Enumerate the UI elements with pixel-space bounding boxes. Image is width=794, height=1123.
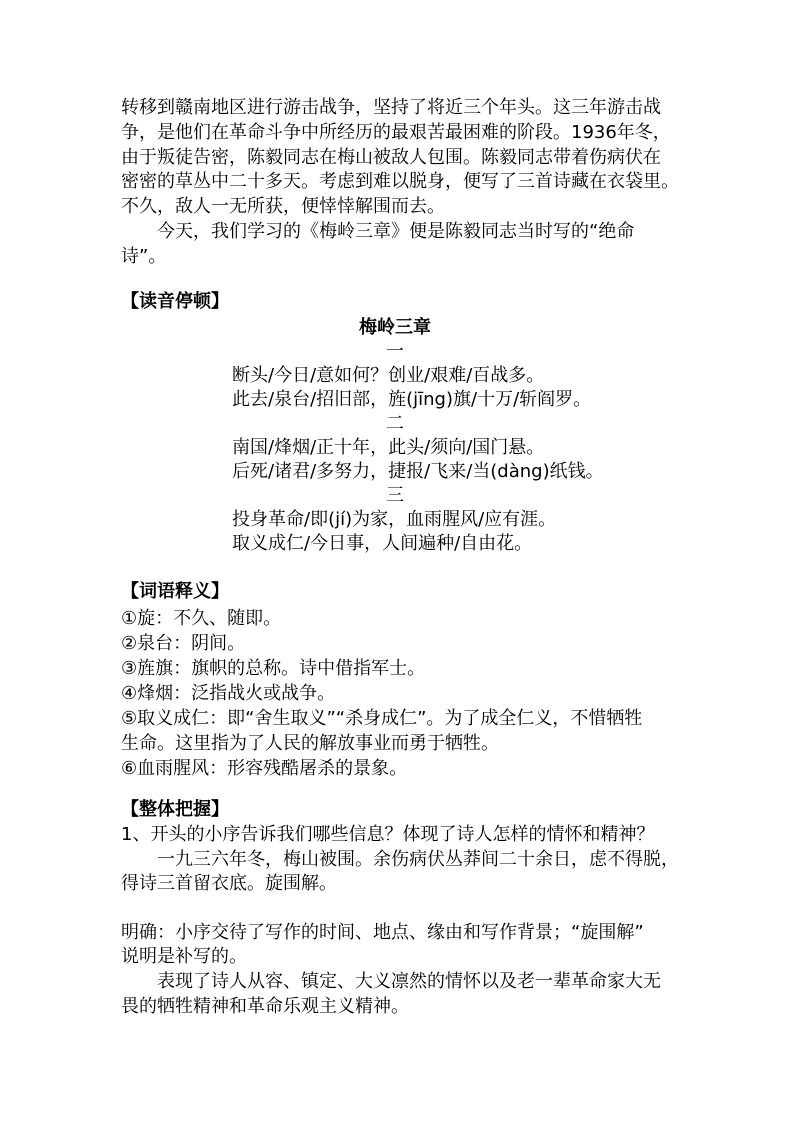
vocab-item: ①旋：不久、随即。 bbox=[121, 608, 282, 629]
poem-line: 投身革命/即(jí)为家，血雨腥风/应有涯。 bbox=[232, 509, 557, 530]
answer-line: 明确：小序交待了写作的时间、地点、缘由和写作背景；“旋围解” bbox=[121, 921, 644, 943]
vocab-item: ②泉台：阴间。 bbox=[121, 633, 246, 654]
intro-line: 诗”。 bbox=[121, 245, 167, 267]
vocab-item: ③旌旗：旗帜的总称。诗中借指军士。 bbox=[121, 658, 426, 679]
stanza-number: 二 bbox=[386, 413, 404, 434]
stanza-number: 一 bbox=[386, 341, 404, 362]
answer-line: 说明是补写的。 bbox=[121, 946, 247, 968]
poem-line: 断头/今日/意如何？创业/艰难/百战多。 bbox=[232, 365, 545, 386]
vocab-item: ⑤取义成仁：即“舍生取义”“杀身成仁”。为了成全仁义，不惜牺牲 bbox=[121, 708, 643, 729]
intro-line: 密密的草丛中二十多天。考虑到难以脱身，便写了三首诗藏在衣袋里。 bbox=[121, 171, 679, 193]
intro-line: 由于叛徒告密，陈毅同志在梅山被敌人包围。陈毅同志带着伤病伏在 bbox=[121, 146, 661, 168]
poem-line: 此去/泉台/招旧部，旌(jīng)旗/十万/斩阎罗。 bbox=[232, 389, 592, 410]
poem-line: 后死/诸君/多努力，捷报/飞来/当(dàng)纸钱。 bbox=[232, 461, 604, 482]
overall-heading: 【整体把握】 bbox=[121, 799, 229, 820]
preface-line: 一九三六年冬，梅山被围。余伤病伏丛莽间二十余日，虑不得脱， bbox=[157, 848, 679, 870]
intro-line: 争，是他们在革命斗争中所经历的最艰苦最困难的阶段。1936年冬， bbox=[121, 121, 671, 143]
vocab-list bbox=[121, 606, 691, 781]
intro-paragraph bbox=[121, 96, 691, 270]
overall-section bbox=[121, 823, 701, 1019]
answer-line: 畏的牺牲精神和革命乐观主义精神。 bbox=[121, 995, 409, 1017]
answer-line: 表现了诗人从容、镇定、大义凛然的情怀以及老一辈革命家大无 bbox=[157, 970, 661, 992]
intro-line: 转移到赣南地区进行游击战争，坚持了将近三个年头。这三年游击战 bbox=[121, 97, 661, 118]
poem-line: 取义成仁/今日事，人间遍种/自由花。 bbox=[232, 533, 533, 554]
intro-line: 不久，敌人一无所获，便悻悻解围而去。 bbox=[121, 196, 445, 218]
reading-heading: 【读音停顿】 bbox=[121, 291, 229, 312]
poem-title: 梅岭三章 bbox=[359, 317, 431, 338]
vocab-item: ④烽烟：泛指战火或战争。 bbox=[121, 683, 336, 704]
preface-line: 得诗三首留衣底。旋围解。 bbox=[121, 873, 337, 895]
intro-line: 今天，我们学习的《梅岭三章》便是陈毅同志当时写的“绝命 bbox=[157, 220, 635, 242]
question: 1、开头的小序告诉我们哪些信息？体现了诗人怎样的情怀和精神？ bbox=[121, 824, 655, 845]
vocab-item: ⑥血雨腥风：形容残酷屠杀的景象。 bbox=[121, 758, 408, 779]
stanza-number: 三 bbox=[386, 485, 404, 506]
vocab-heading: 【词语释义】 bbox=[121, 581, 229, 602]
vocab-item: 生命。这里指为了人民的解放事业而勇于牺牲。 bbox=[121, 733, 499, 754]
poem-line: 南国/烽烟/正十年，此头/须向/国门悬。 bbox=[232, 437, 545, 458]
